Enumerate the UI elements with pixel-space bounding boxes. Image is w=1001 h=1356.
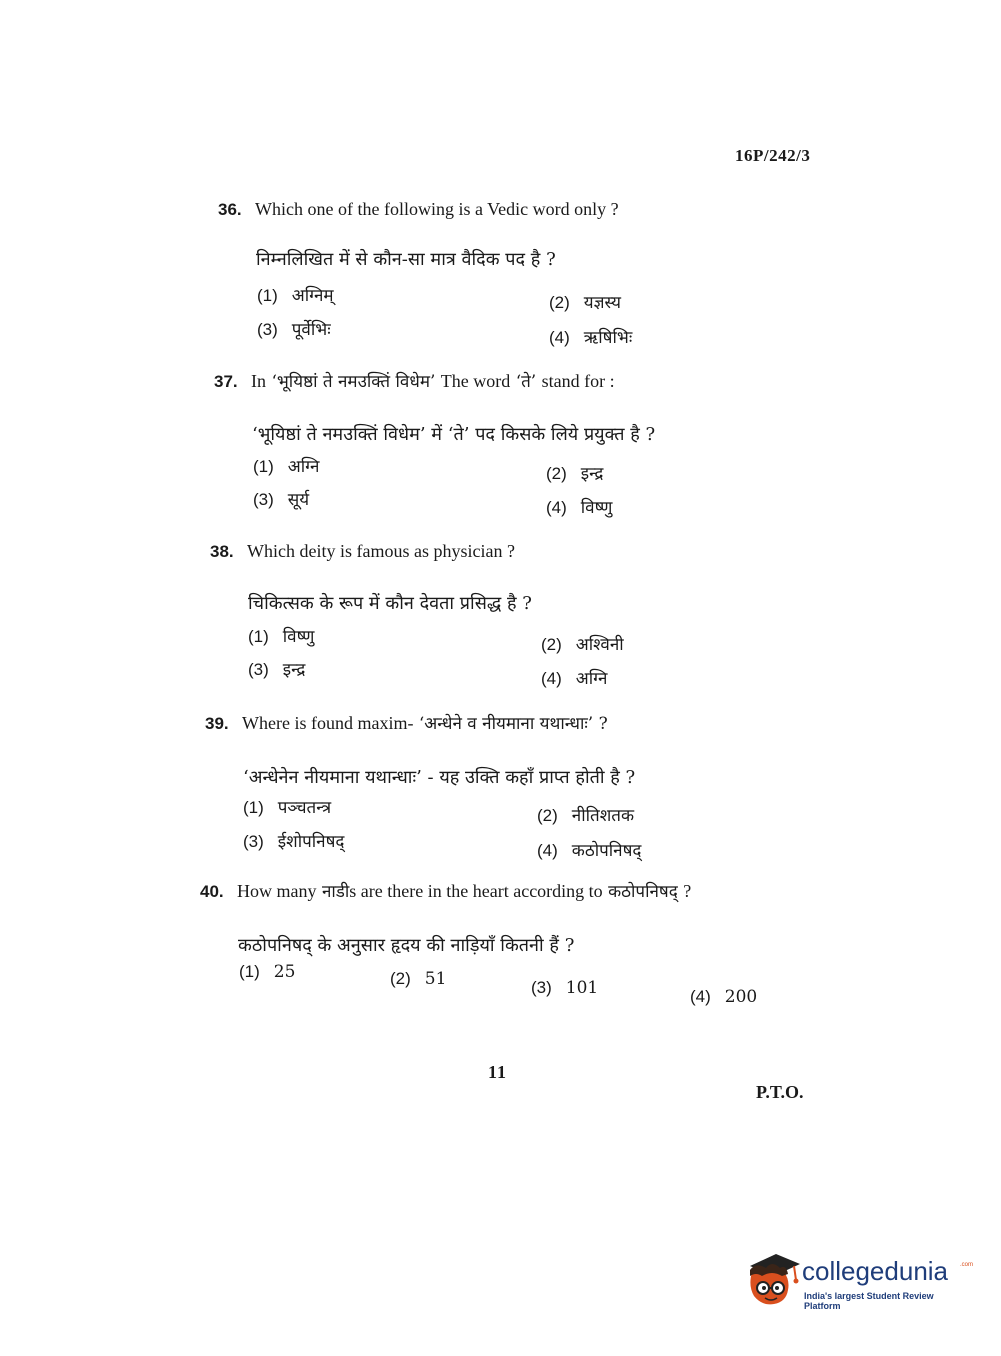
question-number: 37.: [214, 372, 238, 391]
question-number: 39.: [205, 714, 229, 733]
question-text-en: Which one of the following is a Vedic word only ?: [255, 199, 619, 219]
option-4: (4) अग्नि: [541, 669, 608, 689]
question-text-en: Which deity is famous as physician ?: [247, 541, 515, 561]
option-4: (4) विष्णु: [546, 498, 613, 518]
option-1: (1) अग्नि: [253, 457, 320, 477]
question-36: [218, 200, 619, 219]
question-40: 40. How many नाडीs are there in the heart according to कठोपनिषद् ?: [200, 881, 692, 902]
question-38: [210, 542, 515, 561]
question-text-hi: चिकित्सक के रूप में कौन देवता प्रसिद्ध है ?: [248, 593, 532, 614]
question-text-hi: कठोपनिषद् के अनुसार हृदय की नाड़ियाँ कितनी हैं ?: [238, 935, 575, 956]
option-3: (3) 101: [531, 978, 599, 998]
option-3: (3) ईशोपनिषद्: [243, 832, 345, 852]
question-39: 39. Where is found maxim- ‘अन्धेने व नीयमाना यथान्धाः’ ?: [205, 713, 608, 734]
collegedunia-logo: [742, 1250, 972, 1310]
option-4: (4) कठोपनिषद्: [537, 841, 642, 861]
option-2: (2) अश्विनी: [541, 635, 624, 655]
logo-domain: .com: [960, 1262, 974, 1268]
option-2: (2) 51: [390, 969, 447, 989]
option-3: (3) सूर्य: [253, 490, 310, 510]
question-37: 37. In ‘भूयिष्ठां ते नमउक्तिं विधेम’ The word ‘ते’ stand for :: [214, 371, 615, 392]
logo-wordmark: collegedunia: [802, 1256, 949, 1286]
question-number: 40.: [200, 882, 224, 901]
option-2: (2) यज्ञस्य: [549, 293, 622, 313]
page-number: 11: [488, 1062, 508, 1082]
mascot-icon: [742, 1250, 802, 1310]
option-1: (1) विष्णु: [248, 627, 315, 647]
option-4: (4) 200: [690, 987, 758, 1007]
option-3: (3) पूर्वेभिः: [257, 320, 331, 340]
paper-code: 16P/242/3: [735, 146, 811, 165]
option-1: (1) पञ्चतन्त्र: [243, 798, 332, 818]
pto-label: P.T.O.: [756, 1082, 804, 1102]
option-1: (1) अग्निम्: [257, 286, 334, 306]
option-2: (2) इन्द्र: [546, 464, 604, 484]
question-number: 38.: [210, 542, 234, 561]
logo-tagline: India's largest Student Review Platform: [804, 1291, 934, 1311]
question-number: 36.: [218, 200, 242, 219]
option-4: (4) ऋषिभिः: [549, 328, 633, 348]
option-2: (2) नीतिशतक: [537, 806, 635, 826]
question-text-hi: निम्नलिखित में से कौन-सा मात्र वैदिक पद है ?: [256, 249, 556, 270]
question-text-hi: ‘भूयिष्ठां ते नमउक्तिं विधेम’ में ‘ते’ पद किसके लिये प्रयुक्त है ?: [252, 424, 656, 445]
question-text-hi: ‘अन्धेनेन नीयमाना यथान्धाः’ - यह उक्ति कहाँ प्राप्त होती है ?: [243, 767, 636, 788]
option-1: (1) 25: [239, 962, 296, 982]
option-3: (3) इन्द्र: [248, 660, 306, 680]
